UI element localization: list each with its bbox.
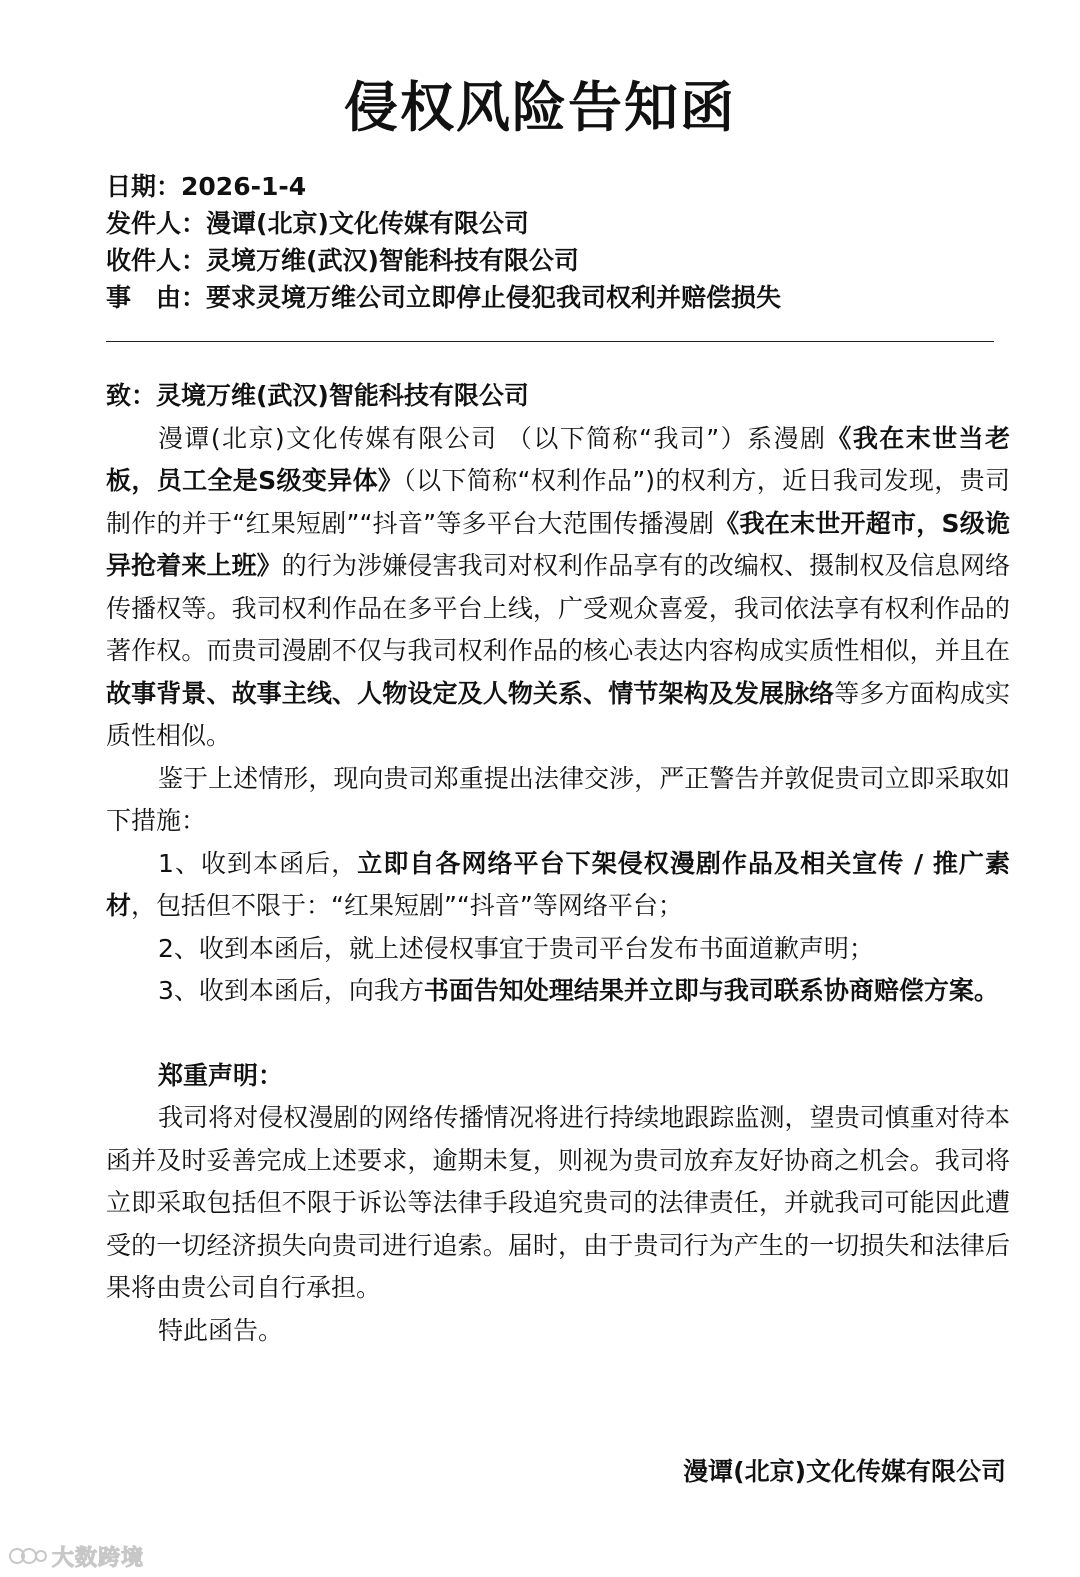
p1-text-c: （以下简称“权利作品”)的权利方，近日我司发现，贵司制作的并于“红果短剧”“抖音”等多平台大范围传播漫剧 (106, 466, 1010, 538)
header-divider (106, 341, 994, 342)
date-label: 日期： (106, 172, 182, 201)
letter-header-info (106, 168, 1006, 316)
subject-value: 要求灵境万维公司立即停止侵犯我司权利并赔偿损失 (206, 283, 782, 312)
measure-3-prefix: 3、收到本函后，向我方 (158, 976, 424, 1005)
recipient-row (106, 242, 1006, 279)
signature-company: 漫谭(北京)文化传媒有限公司 (683, 1457, 1006, 1486)
recipient-value: 灵境万维(武汉)智能科技有限公司 (206, 246, 579, 275)
letter-title: 侵权风险告知函 (344, 76, 736, 139)
measure-1-prefix: 1、收到本函后， (158, 848, 358, 878)
p1-text-g: 等多方面构成实质性相似。 (106, 678, 1010, 750)
measure-2: 2、收到本函后，就上述侵权事宜于贵司平台发布书面道歉声明； (158, 933, 874, 963)
watermark (8, 1540, 144, 1572)
measure-3 (106, 970, 1010, 1013)
statement-paragraph: 我司将对侵权漫剧的网络传播情况将进行持续地跟踪监测，望贵司慎重对待本函并及时妥善完成上述要求，逾期未复，则视为贵司放弃友好协商之机会。我司将立即采取包括但不限于诉讼等法律手段追究贵司的法律责任，并就我司可能因此遭受的一切经济损失向贵司进行追索。届时，由于贵司行为产生的一切损失和法律后果将由贵公司自行承担。 (106, 1103, 1010, 1302)
subject-label: 事 由： (106, 283, 207, 312)
sender-row (106, 205, 1006, 242)
statement-heading: 郑重声明： (158, 1060, 284, 1090)
measure-1-bold: 立即自各网络平台下架侵权漫剧作品及相关宣传 / 推广素材 (106, 848, 1010, 920)
measure-1 (106, 843, 1010, 928)
paragraph-demands-intro: 鉴于上述情形，现向贵司郑重提出法律交涉，严正警告并敦促贵司立即采取如下措施： (106, 763, 1010, 835)
letter-body (106, 375, 1010, 1352)
p1-text-a: 漫谭(北京)文化传媒有限公司 （以下简称“我司”）系漫剧 (158, 423, 827, 453)
sender-value: 漫谭(北京)文化传媒有限公司 (206, 209, 529, 238)
addressee-line: 致：灵境万维(武汉)智能科技有限公司 (106, 381, 529, 410)
p1-text-e: 的行为涉嫌侵害我司对权利作品享有的改编权、摄制权及信息网络传播权等。我司权利作品在多平台上线，广受观众喜爱，我司依法享有权利作品的著作权。而贵司漫剧不仅与我司权利作品的核心表达内容构成实质性相似，并且在 (106, 551, 1010, 665)
recipient-label: 收件人： (106, 246, 207, 275)
closing-line: 特此函告。 (158, 1315, 284, 1345)
watermark-logo-icon (8, 1542, 48, 1570)
sender-label: 发件人： (106, 209, 207, 238)
watermark-text: 大数跨境 (52, 1545, 145, 1571)
similarity-aspects: 故事背景、故事主线、人物设定及人物关系、情节架构及发展脉络 (106, 678, 835, 708)
measure-1-suffix: ，包括但不限于：“红果短剧”“抖音”等网络平台； (131, 891, 683, 920)
date-value: 2026-1-4 (181, 172, 307, 201)
infringing-work-title: 《我在末世开超市，S级诡异抢着来上班》 (106, 508, 1010, 580)
date-row (106, 168, 1006, 205)
paragraph-infringement (106, 418, 1010, 758)
subject-row (106, 279, 1006, 316)
rights-work-title: 《我在末世当老板，员工全是S级变异体》 (106, 423, 1010, 495)
measure-3-bold: 书面告知处理结果并立即与我司联系协商赔偿方案。 (423, 976, 999, 1005)
